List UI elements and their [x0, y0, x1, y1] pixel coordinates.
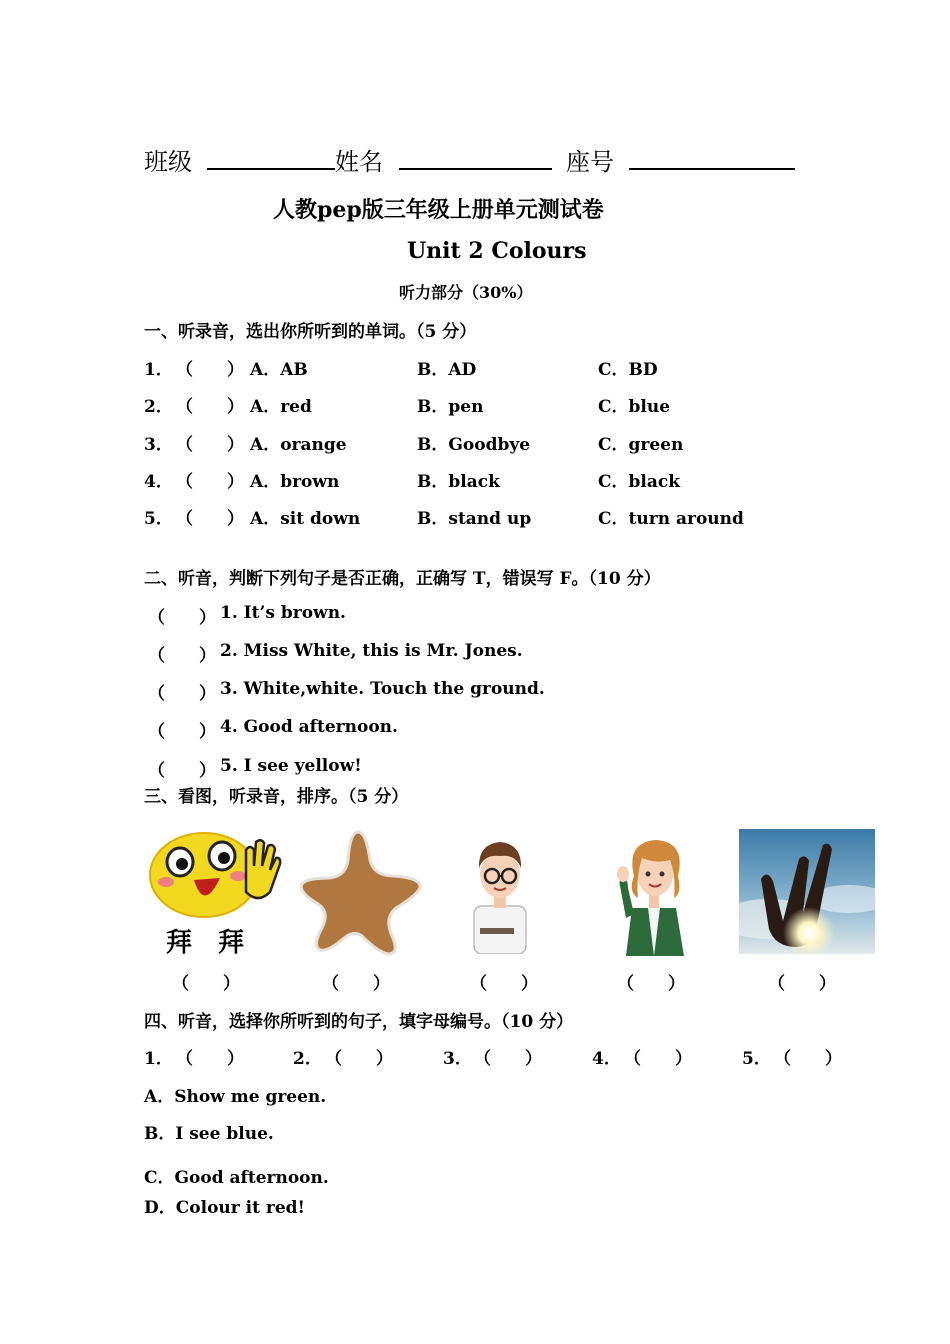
s1-answer-paren[interactable]: （ ） [176, 472, 244, 492]
s1-num: 2． [144, 397, 173, 417]
s2-sentence: 1. It’s brown. [220, 603, 346, 623]
hand-sunlight-photo [739, 829, 875, 954]
s1-option-a: A．red [250, 397, 312, 417]
s1-answer-paren[interactable]: （ ） [176, 509, 244, 529]
s1-option-b: B．Goodbye [417, 435, 531, 455]
s1-num: 5． [144, 509, 173, 529]
s1-option-c: C．blue [598, 397, 671, 417]
s1-option-b: B．stand up [417, 509, 532, 529]
smiley-waving-icon [146, 830, 286, 958]
section1-heading: 一、听录音，选出你所听到的单词。（5 分） [144, 322, 477, 342]
s2-answer-paren[interactable]: （ ） [148, 646, 216, 666]
s1-option-b: B．pen [417, 397, 484, 417]
s4-answer-paren[interactable]: （ ） [325, 1049, 393, 1069]
s2-answer-paren[interactable]: （ ） [148, 684, 216, 704]
s1-option-c: C．black [598, 472, 681, 492]
brown-star-icon [296, 826, 426, 958]
s1-num: 3． [144, 435, 173, 455]
s2-sentence: 2. Miss White, this is Mr. Jones. [220, 641, 523, 661]
class-blank[interactable] [207, 168, 335, 170]
s3-answer-paren[interactable]: （ ） [617, 974, 685, 994]
s1-option-c: C．turn around [598, 509, 744, 529]
woman-waving-icon [612, 836, 696, 956]
s4-answer-paren[interactable]: （ ） [624, 1049, 692, 1069]
seat-label: 座号 [566, 148, 614, 176]
class-label: 班级 [144, 148, 192, 176]
s4-answer-paren[interactable]: （ ） [474, 1049, 542, 1069]
s4-num: 1． [144, 1049, 173, 1069]
s4-option: D．Colour it red! [144, 1198, 305, 1218]
listening-part-label: 听力部分（30%） [399, 283, 533, 302]
unit-title: Unit 2 Colours [407, 238, 587, 264]
s3-answer-paren[interactable]: （ ） [768, 974, 836, 994]
s2-answer-paren[interactable]: （ ） [148, 761, 216, 781]
s1-option-b: B．black [417, 472, 500, 492]
s2-sentence: 5. I see yellow! [220, 756, 362, 776]
s2-sentence: 3. White,white. Touch the ground. [220, 679, 545, 699]
page-title: 人教pep版三年级上册单元测试卷 [273, 197, 604, 223]
s1-option-a: A．brown [250, 472, 340, 492]
s4-num: 4． [592, 1049, 621, 1069]
s2-answer-paren[interactable]: （ ） [148, 722, 216, 742]
s4-num: 3． [443, 1049, 472, 1069]
s4-num: 2． [293, 1049, 322, 1069]
s1-answer-paren[interactable]: （ ） [176, 360, 244, 380]
seat-blank[interactable] [629, 168, 795, 170]
s4-option: A．Show me green. [144, 1087, 327, 1107]
name-label: 姓名 [335, 148, 383, 176]
s1-option-a: A．orange [250, 435, 347, 455]
section2-heading: 二、听音，判断下列句子是否正确，正确写 T，错误写 F。（10 分） [144, 569, 661, 589]
s1-answer-paren[interactable]: （ ） [176, 397, 244, 417]
s2-sentence: 4. Good afternoon. [220, 717, 398, 737]
s1-option-a: A．sit down [250, 509, 361, 529]
s1-option-b: B．AD [417, 360, 477, 380]
s1-option-a: A．AB [250, 360, 308, 380]
s3-answer-paren[interactable]: （ ） [322, 974, 390, 994]
s4-option: B．I see blue. [144, 1124, 274, 1144]
s1-option-c: C．green [598, 435, 684, 455]
s1-option-c: C．BD [598, 360, 658, 380]
s4-num: 5． [742, 1049, 771, 1069]
s1-answer-paren[interactable]: （ ） [176, 435, 244, 455]
boy-with-glasses-icon [466, 836, 536, 954]
s4-answer-paren[interactable]: （ ） [176, 1049, 244, 1069]
s4-option: C．Good afternoon. [144, 1168, 329, 1188]
name-blank[interactable] [399, 168, 552, 170]
s4-answer-paren[interactable]: （ ） [774, 1049, 842, 1069]
s3-answer-paren[interactable]: （ ） [470, 974, 538, 994]
s1-num: 4． [144, 472, 173, 492]
section3-heading: 三、看图，听录音，排序。（5 分） [144, 787, 409, 807]
section4-heading: 四、听音，选择你所听到的句子，填字母编号。（10 分） [144, 1012, 574, 1032]
s3-answer-paren[interactable]: （ ） [172, 974, 240, 994]
bye-bye-text: 拜 拜 [166, 928, 245, 958]
s1-num: 1． [144, 360, 173, 380]
s2-answer-paren[interactable]: （ ） [148, 608, 216, 628]
